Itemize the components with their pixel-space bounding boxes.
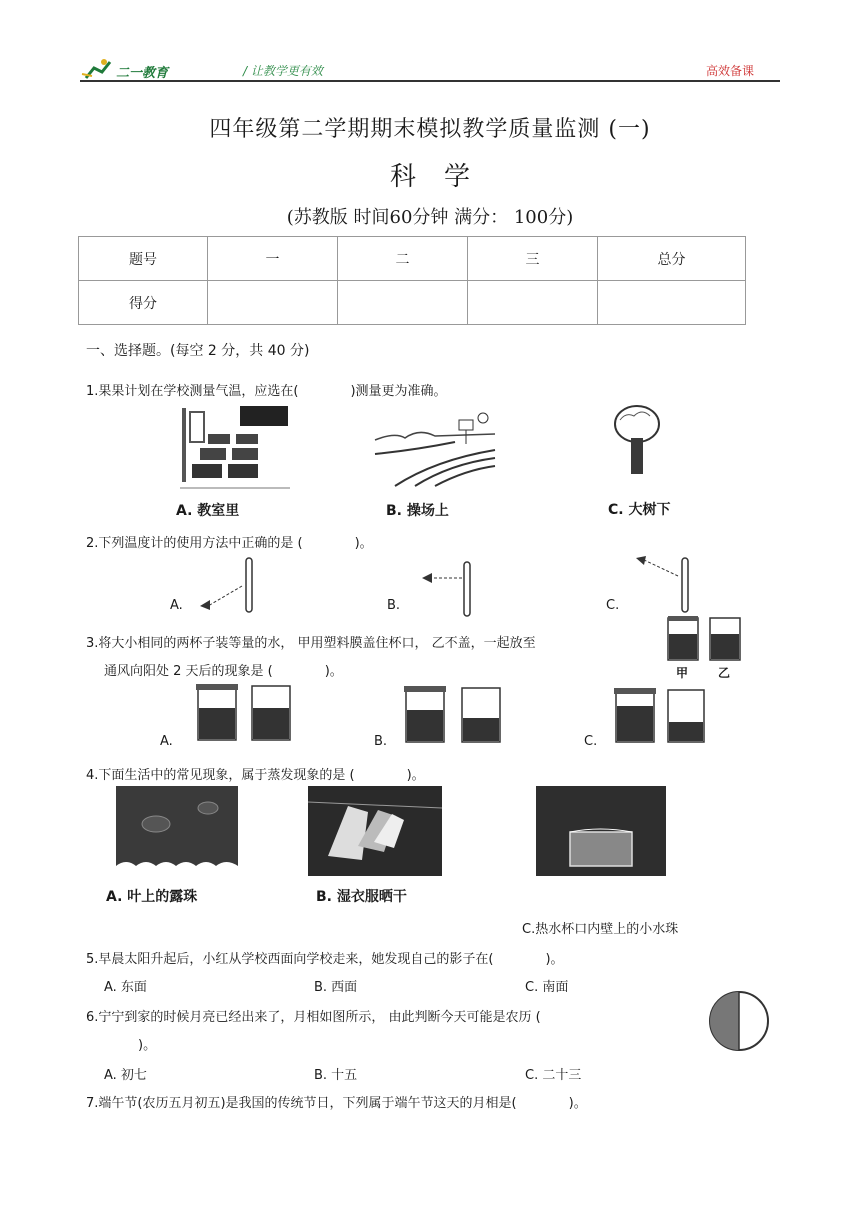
cup-label-yi: 乙 <box>718 666 731 680</box>
thermometer-b-icon <box>420 562 480 616</box>
q4-option-a[interactable]: A. 叶上的露珠 <box>106 889 198 905</box>
score-input-cell[interactable] <box>598 281 746 325</box>
hot-cup-photo <box>536 786 666 876</box>
question-4: 4.下面生活中的常见现象，属于蒸发现象的是 ( )。 <box>86 768 425 783</box>
header-divider <box>80 80 780 82</box>
exam-title: 四年级第二学期期末模拟教学质量监测 (一) <box>209 117 651 142</box>
q3-option-b[interactable]: B. <box>374 734 388 749</box>
q3-option-b-cups-icon <box>404 684 500 744</box>
hot-water-cup-icon <box>536 786 666 876</box>
dew-on-leaf-photo <box>116 786 238 876</box>
score-table-header-row <box>79 237 746 281</box>
classroom-illustration-icon <box>180 404 290 490</box>
question-6-line-1: 6.宁宁到家的时候月亮已经出来了，月相如图所示， 由此判断今天可能是农历 ( <box>86 1010 541 1025</box>
score-input-cell[interactable] <box>208 281 338 325</box>
subject-title: 科学 <box>389 162 498 192</box>
question-6-line-2: )。 <box>138 1038 157 1053</box>
question-7: 7.端午节(农历五月初五)是我国的传统节日，下列属于端午节这天的月相是( )。 <box>86 1096 587 1111</box>
q2-option-c[interactable]: C. <box>606 598 620 613</box>
score-table <box>78 236 746 325</box>
score-input-cell[interactable] <box>468 281 598 325</box>
question-1: 1.果果计划在学校测量气温，应选在( )测量更为准确。 <box>86 384 447 399</box>
score-table-score-row <box>79 281 746 325</box>
q1-option-b[interactable]: B. 操场上 <box>386 503 449 519</box>
q1-option-a[interactable]: A. 教室里 <box>176 503 240 519</box>
wet-clothes-photo <box>308 786 442 876</box>
q2-option-b[interactable]: B. <box>387 598 401 613</box>
header-tagline: 高效备课 <box>706 64 755 78</box>
header-slogan: / 让教学更有效 <box>243 64 323 78</box>
thermometer-c-icon <box>634 554 696 612</box>
dew-drops-icon <box>116 786 238 876</box>
q5-option-b[interactable]: B. 西面 <box>314 980 358 995</box>
q3-option-c-cups-icon <box>614 686 706 744</box>
q6-option-a[interactable]: A. 初七 <box>104 1068 147 1083</box>
q6-option-c[interactable]: C. 二十三 <box>525 1068 582 1083</box>
q3-option-c[interactable]: C. <box>584 734 598 749</box>
moon-phase-icon <box>708 990 770 1052</box>
q3-option-a[interactable]: A. <box>160 734 173 749</box>
q5-option-c[interactable]: C. 南面 <box>525 980 569 995</box>
playground-illustration-icon <box>375 410 495 486</box>
cup-label-jia: 甲 <box>676 666 689 680</box>
question-3-line-2: 通风向阳处 2 天后的现象是 ( )。 <box>104 664 343 679</box>
q4-option-b[interactable]: B. 湿衣服晒干 <box>316 889 407 905</box>
q4-option-c[interactable]: C.热水杯口内壁上的小水珠 <box>522 922 679 937</box>
score-cell: 得分 <box>79 281 208 325</box>
q6-option-b[interactable]: B. 十五 <box>314 1068 358 1083</box>
score-cell: 三 <box>468 237 598 281</box>
exam-info: (苏教版 时间60分钟 满分： 100分) <box>286 207 574 228</box>
section-heading: 一、选择题。(每空 2 分，共 40 分) <box>86 343 310 359</box>
tree-illustration-icon <box>612 402 662 476</box>
q5-option-a[interactable]: A. 东面 <box>104 980 147 995</box>
q3-option-a-cups-icon <box>196 682 292 742</box>
score-cell: 总分 <box>598 237 746 281</box>
thermometer-a-icon <box>196 556 260 616</box>
score-input-cell[interactable] <box>338 281 468 325</box>
hanging-clothes-icon <box>308 786 442 876</box>
score-cell: 题号 <box>79 237 208 281</box>
q3-cups-reference-icon <box>666 614 746 662</box>
score-cell: 二 <box>338 237 468 281</box>
question-2: 2.下列温度计的使用方法中正确的是 ( )。 <box>86 536 373 551</box>
question-5: 5.早晨太阳升起后，小红从学校西面向学校走来，她发现自己的影子在( )。 <box>86 952 564 967</box>
logo-text: 二一教育 <box>116 66 169 81</box>
score-cell: 一 <box>208 237 338 281</box>
question-3-line-1: 3.将大小相同的两杯子装等量的水， 甲用塑料膜盖住杯口， 乙不盖，一起放至 <box>86 636 536 651</box>
q2-option-a[interactable]: A. <box>170 598 183 613</box>
q1-option-c[interactable]: C. 大树下 <box>608 502 671 518</box>
